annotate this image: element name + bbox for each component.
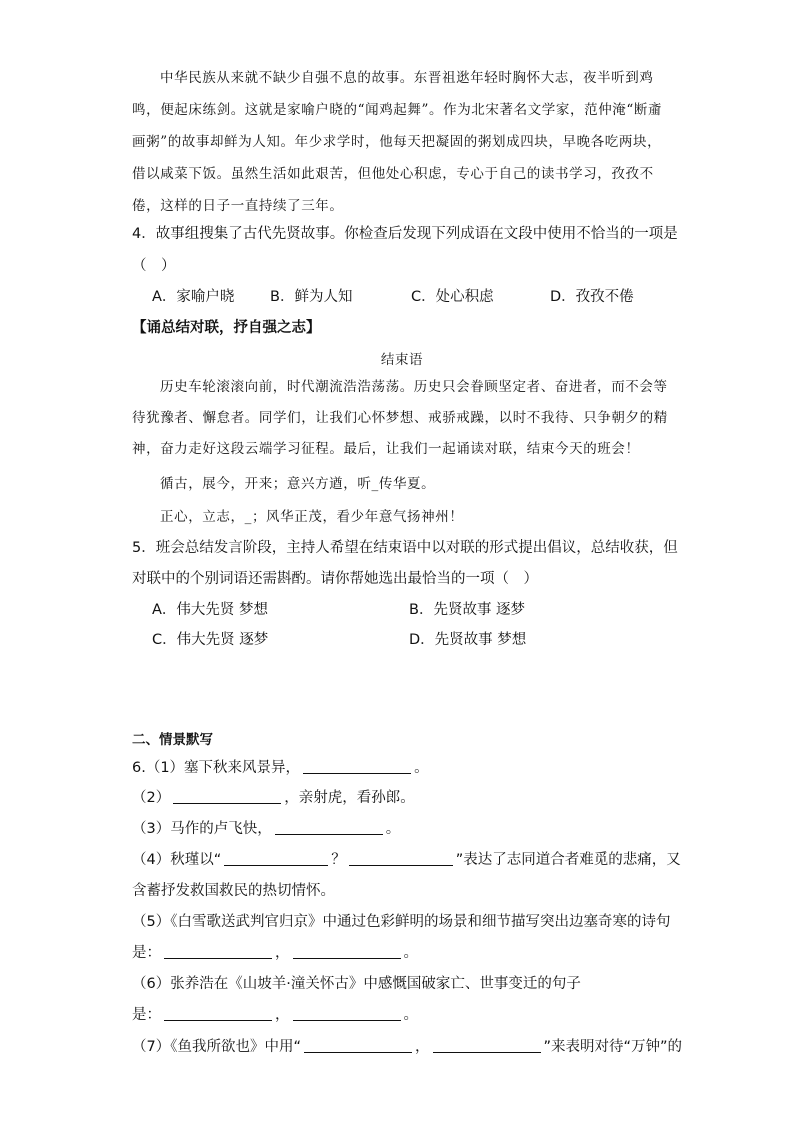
q6-4-text: （4）秋瑾以“ <box>132 852 222 868</box>
answer-blank[interactable] <box>173 789 281 804</box>
q5-option-b: B．先贤故事 逐梦 <box>409 602 526 618</box>
q6-3-text: （3）马作的卢飞快， <box>132 821 272 837</box>
question-5-stem: 5．班会总结发言阶段，主持人希望在结束语中以对联的形式提出倡议，总结收获，但 <box>132 540 678 556</box>
section-header-couplet: 【诵总结对联，抒自强之志】 <box>132 320 321 336</box>
couplet-line-1: 循古，展今，开来；意兴方遒，听_传华夏。 <box>160 476 436 492</box>
section-2-title: 二、情景默写 <box>132 732 213 748</box>
answer-blank[interactable] <box>349 851 453 866</box>
q6-line-7 <box>132 1035 682 1056</box>
q6-7-end: ”来表明对待“万钟”的 <box>543 1039 683 1055</box>
q6-4-end: ”表达了志同道合者难觅的悲痛，又 <box>455 852 681 868</box>
answer-blank[interactable] <box>164 1006 272 1021</box>
q6-line-5: （5）《白雪歌送武判官归京》中通过色彩鲜明的场景和细节描写突出边塞奇寒的诗句 <box>132 914 671 930</box>
q6-line-6: （6）张养浩在《山坡羊·潼关怀古》中感慨国破家亡、世事变迁的句子 <box>132 976 581 992</box>
answer-blank[interactable] <box>224 851 328 866</box>
q6-5-mid: ， <box>275 945 290 961</box>
answer-blank[interactable] <box>293 944 401 959</box>
closing-passage: 历史车轮滚滚向前，时代潮流浩浩荡荡。历史只会眷顾坚定者、奋进者，而不会等待犹豫者、懈怠者。同学们，让我们心怀梦想、戒骄戒躁，以时不我待、只争朝夕的精神，奋力走好这段云端学习征程。最后，让我们一起诵读对联，结束今天的班会！ <box>132 379 668 457</box>
answer-blank[interactable] <box>164 944 272 959</box>
question-4-stem: 4．故事组搜集了古代先贤故事。你检查后发现下列成语在文段中使用不恰当的一项是 <box>132 226 678 242</box>
q6-7-text: （7）《鱼我所欲也》中用“ <box>132 1039 301 1055</box>
q5-option-d: D．先贤故事 梦想 <box>409 632 527 648</box>
answer-blank[interactable] <box>304 1038 412 1053</box>
answer-blank[interactable] <box>293 1006 401 1021</box>
q6-1-end: 。 <box>414 760 429 776</box>
q6-line-4 <box>132 848 681 869</box>
q6-5-label: 是： <box>132 945 161 961</box>
closing-title: 结束语 <box>380 352 424 368</box>
q6-6-label: 是： <box>132 1007 161 1023</box>
q6-line-5-answer <box>132 941 418 962</box>
q5-option-a: A．伟大先贤 梦想 <box>152 602 269 618</box>
q6-2-text: （2） <box>132 790 171 806</box>
q6-1-text: 6.（1）塞下秋来风景异， <box>132 760 301 776</box>
q6-line-6-answer <box>132 1003 418 1024</box>
q6-2-end: ，亲射虎，看孙郎。 <box>284 790 415 806</box>
q6-line-4-cont: 含蓄抒发救国救民的热切情怀。 <box>132 883 335 899</box>
q6-3-end: 。 <box>385 821 401 837</box>
q6-line-2 <box>132 786 415 807</box>
couplet-line-2: 正心，立志，_；风华正茂，看少年意气扬神州！ <box>160 509 464 525</box>
q4-option-d: D．孜孜不倦 <box>550 289 634 305</box>
q6-line-3 <box>132 817 400 838</box>
q4-option-b: B．鲜为人知 <box>270 289 353 305</box>
answer-blank[interactable] <box>303 759 411 774</box>
q4-option-a: A．家喻户晓 <box>152 289 235 305</box>
question-4-paren: （ ） <box>132 258 176 274</box>
q5-option-c: C．伟大先贤 逐梦 <box>152 632 269 648</box>
q6-line-1 <box>132 756 429 777</box>
q6-7-mid: ， <box>415 1039 430 1055</box>
answer-blank[interactable] <box>275 820 383 835</box>
q6-6-end: 。 <box>403 1007 418 1023</box>
q6-4-mid: ？ <box>331 852 346 868</box>
question-5-stem-cont: 对联中的个别词语还需斟酌。请你帮她选出最恰当的一项（ ） <box>132 571 538 587</box>
q6-5-end: 。 <box>403 945 418 961</box>
q6-6-mid: ， <box>275 1007 290 1023</box>
q4-option-c: C．处心积虑 <box>411 289 494 305</box>
answer-blank[interactable] <box>433 1038 541 1053</box>
passage-story: 中华民族从来就不缺少自强不息的故事。东晋祖逖年轻时胸怀大志，夜半听到鸡鸣，便起床练剑。这就是家喻户晓的“闻鸡起舞”。作为北宋著名文学家，范仲淹“断齑画粥”的故事却鲜为人知。年少求学时，他每天把凝固的粥划成四块，早晚各吃两块，借以咸菜下饭。虽然生活如此艰苦，但他处心积虑，专心于自己的读书学习，孜孜不倦，这样的日子一直持续了三年。 <box>132 70 663 214</box>
